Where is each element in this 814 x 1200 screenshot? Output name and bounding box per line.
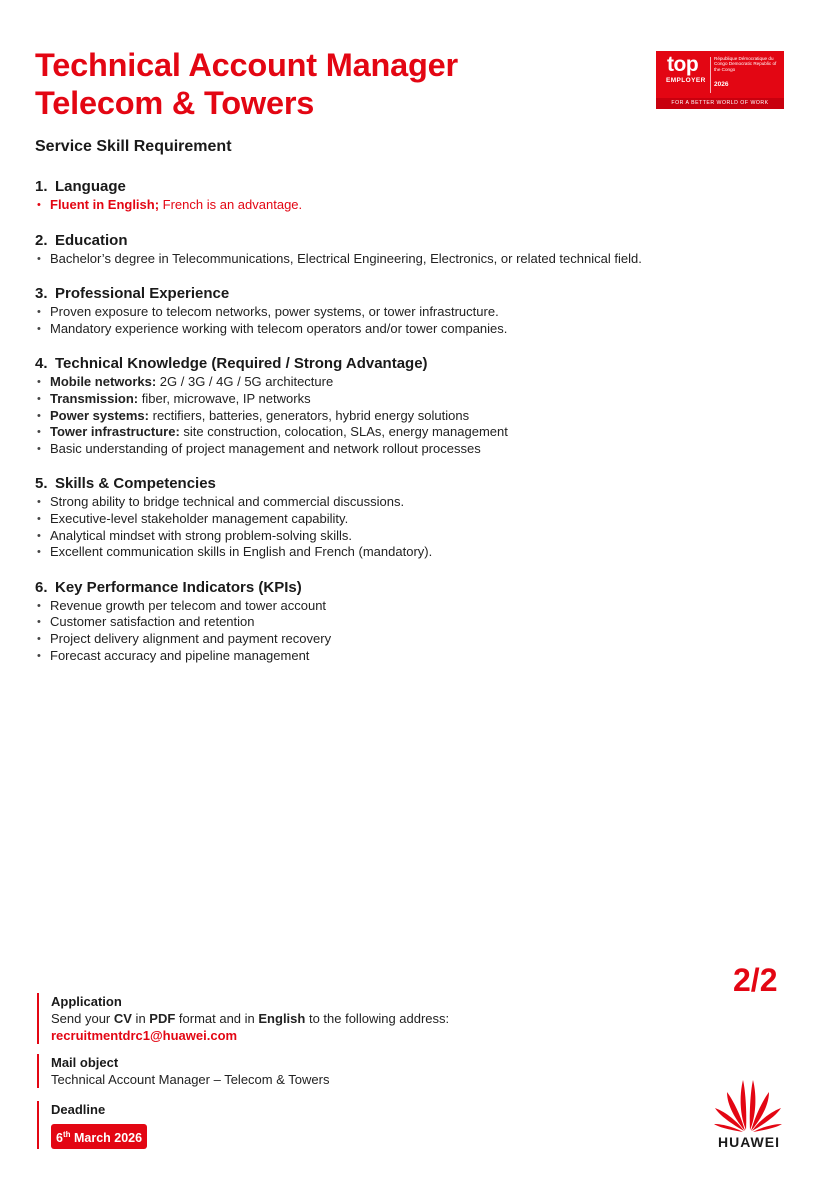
section-number: 3.	[35, 285, 48, 303]
list-item: • Tower infrastructure: site construction, colocation, SLAs, energy management	[35, 424, 775, 441]
section-number: 5.	[35, 475, 48, 493]
section-title: Technical Knowledge (Required / Strong Advantage)	[55, 355, 428, 373]
section-number: 2.	[35, 231, 48, 249]
section-title: Skills & Competencies	[55, 475, 216, 493]
badge-year: 2026	[714, 81, 729, 88]
title-line-1: Technical Account Manager	[35, 47, 459, 83]
section-heading	[35, 231, 775, 251]
section-technical-knowledge	[35, 354, 775, 457]
list-item: • Transmission: fiber, microwave, IP networks	[35, 391, 775, 408]
list-item: • Bachelor’s degree in Telecommunications, Electrical Engineering, Electronics, or related technical field.	[35, 251, 775, 268]
section-education	[35, 231, 775, 268]
list-item: • Customer satisfaction and retention	[35, 614, 775, 631]
list-item: • Excellent communication skills in English and French (mandatory).	[35, 544, 775, 561]
section-language	[35, 177, 775, 214]
mail-object-label: Mail object	[51, 1055, 119, 1070]
application-instructions: Send your CV in PDF format and in English to the following address:	[51, 1011, 450, 1026]
list-item: • Strong ability to bridge technical and commercial discussions.	[35, 494, 775, 511]
section-heading	[35, 177, 775, 197]
list-item: • Proven exposure to telecom networks, power systems, or tower infrastructure.	[35, 304, 775, 321]
list-item: • Fluent in English; French is an advantage.	[35, 197, 775, 214]
list-item: • Analytical mindset with strong problem-solving skills.	[35, 528, 775, 545]
section-number: 6.	[35, 578, 48, 596]
section-title: Education	[55, 231, 128, 249]
deadline-label: Deadline	[51, 1102, 106, 1117]
section-title: Key Performance Indicators (KPIs)	[55, 578, 302, 596]
section-heading	[35, 354, 775, 374]
section-kpis	[35, 578, 775, 664]
badge-tagline: FOR A BETTER WORLD OF WORK	[656, 98, 784, 109]
application-label: Application	[51, 994, 122, 1009]
deadline-block	[37, 1101, 147, 1149]
top-employer-logo-text: top	[667, 53, 699, 76]
section-skills	[35, 474, 775, 560]
list-item: • Executive-level stakeholder management capability.	[35, 511, 775, 528]
list-item: • Project delivery alignment and payment recovery	[35, 631, 775, 648]
requirements-list	[35, 177, 775, 681]
page-number: 2/2	[733, 962, 778, 998]
top-employer-label: EMPLOYER	[666, 77, 706, 84]
section-number: 4.	[35, 355, 48, 373]
application-email-link[interactable]: recruitmentdrc1@huawei.com	[51, 1028, 238, 1043]
section-title: Language	[55, 178, 126, 195]
mail-object-block	[37, 1054, 329, 1088]
list-item: • Power systems: rectifiers, batteries, generators, hybrid energy solutions	[35, 408, 775, 425]
section-heading	[35, 284, 775, 304]
section-heading	[35, 578, 775, 598]
section-number: 1.	[35, 178, 48, 195]
badge-country: République Démocratique du Congo Democratic Republic of the Congo	[714, 56, 777, 72]
list-item: • Mobile networks: 2G / 3G / 4G / 5G architecture	[35, 374, 775, 391]
section-heading	[35, 474, 775, 494]
section-subtitle: Service Skill Requirement	[35, 138, 232, 155]
list-item: • Revenue growth per telecom and tower account	[35, 598, 775, 615]
page-title	[35, 46, 458, 122]
badge-divider	[710, 57, 711, 93]
application-block	[37, 993, 449, 1044]
section-title: Professional Experience	[55, 285, 230, 303]
section-professional-experience	[35, 284, 775, 337]
mail-object-value: Technical Account Manager – Telecom & Towers	[51, 1072, 330, 1087]
list-item: • Mandatory experience working with telecom operators and/or tower companies.	[35, 321, 775, 338]
huawei-logo-icon	[712, 1076, 784, 1132]
top-employer-badge	[656, 51, 784, 109]
list-item: • Forecast accuracy and pipeline management	[35, 648, 775, 665]
list-item: • Basic understanding of project management and network rollout processes	[35, 441, 775, 458]
title-line-2: Telecom & Towers	[35, 85, 315, 121]
huawei-wordmark: HUAWEI	[718, 1134, 780, 1150]
deadline-date-badge: 6th March 2026	[51, 1124, 147, 1149]
